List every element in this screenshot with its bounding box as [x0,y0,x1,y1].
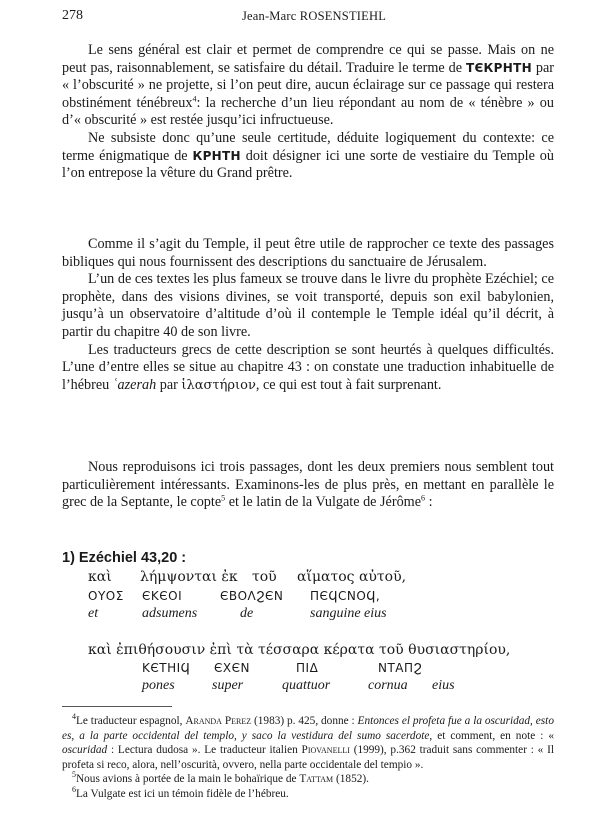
greek-word: αἵματος αὐτοῦ, [297,569,407,585]
latin-word: et [88,606,99,621]
coptic-word: ΟΥΟΣ [88,589,124,603]
footnote-rule [62,706,172,707]
latin-word: eius [432,678,455,693]
text-block-1 [62,42,554,183]
verse-2-greek-line: καὶ ἐπιθήσουσιν ἐπὶ τὰ τέσσαρα κέρατα τοῦ θυσιαστηρίου, [88,642,511,658]
paragraph-3: Comme il s’agit du Temple, il peut être utile de rapprocher ce texte des passages bibliques qui nous fournissent des descriptions du sanctuaire de Jérusalem. [62,236,554,270]
greek-word: καὶ [88,569,112,585]
section-heading: 1) Ezéchiel 43,20 : [62,550,187,566]
running-header [62,8,566,28]
latin-word: quattuor [282,678,331,693]
footnotes [62,714,554,802]
latin-word: de [240,606,254,621]
greek-word: λήμψονται ἐκ [140,569,238,585]
footnote-ref: 4 [192,94,197,104]
greek-word: τοῦ [252,569,277,585]
greek-term: ἱλαστήριον [181,377,256,393]
paragraph-1: Le sens général est clair et permet de comprendre ce qui se passe. Mais on ne peut pas, raisonnablement, se satisfaire du détail. Traduire le terme de ТЄКРНТН par « l’obscurité » ne projette, si l’on peut dire, aucun éclairage sur ce passage qui restera obstinément ténébreux$^4$: la recherche d’un lieu répondant au nom de « ténèbre » ou d’« obscurité » est restée jusqu’ici infructueuse. [62,42,554,129]
coptic-word: ЄΒΟΛϨЄΝ [220,589,284,603]
paragraph-5: Les traducteurs grecs de cette description se sont heurtés à quelques difficultés. L’une d’entre elles se situe au chapitre 43 : on constate une traduction inhabituelle de l’hébreu ʿazerah par ἱλαστήριον, ce qui est tout à fait surprenant. [62,341,554,393]
latin-word: adsumens [142,606,198,621]
running-head-author: Jean-Marc ROSENSTIEHL [241,9,387,23]
coptic-word: ТЄКРНТН [465,60,532,75]
latin-word: pones [142,678,175,693]
latin-word: super [212,678,244,693]
coptic-word: ΠΙΔ [296,661,319,675]
coptic-word: ΚЄΤΗΙϤ [142,661,191,675]
page-number: 278 [62,8,83,23]
coptic-word: ЄΚЄΟΙ [142,589,183,603]
latin-word: cornua [368,678,408,693]
paragraph-4: L’un de ces textes les plus fameux se trouve dans le livre du prophète Ezéchiel; ce prophète, dans des visions divines, se voit transporté, depuis son exil babylonien, jusqu’à un observatoire d’altitude d’où il contemple le Temple idéal qu’il décrit, à partir du chapitre 40 de son livre. [62,271,554,340]
paragraph-2: Ne subsiste donc qu’une seule certitude, déduite logiquement du contexte: ce terme énigmatique de КРНТН doit désigner ici une sorte de vestiaire du Temple où l’on entrepose la vêture du Grand prêtre. [62,129,554,182]
text-block-2 [62,236,554,394]
coptic-word: ЄΧЄΝ [214,661,250,675]
coptic-word: ΝΤΑΠϨ [378,661,423,675]
footnote-ref: 5 [221,493,226,503]
footnote-6: $^6$La Vulgate est ici un témoin fidèle de l’hébreu. [72,785,289,800]
latin-word: sanguine eius [310,606,387,621]
hebrew-term: ʿazerah [112,376,157,393]
footnote-4: $^4$Le traducteur espagnol, Aranda Perez (1983) p. 425, donne : Entonces el profeta fue a la oscuridad, esto es, a la parte occidental del templo, y saco la vestidura del sumo sacerdote, et comment, en note : « oscuridad : Lectura dudosa ». Le traducteur italien Piovanelli (1999), p.362 traduit sans commenter : « Il profeta si reco, alora, nell’oscurità, ovvero, nella parte occidentale del tempio ». [62,712,555,771]
coptic-word: ΠЄϤСΝΟϤ, [310,589,381,603]
coptic-word: КРНТН [192,148,241,163]
footnote-5: $^5$Nous avions à portée de la main le bohaïrique de Tattam (1852). [72,770,369,786]
text-block-3 [62,459,554,512]
paragraph-6: Nous reproduisons ici trois passages, dont les deux premiers nous semblent tout particulièrement intéressants. Examinons-les de plus près, en mettant en parallèle le grec de la Septante, le copte$^5$ et le latin de la Vulgate de Jérôme$^6$ : [62,459,554,511]
footnote-ref: 6 [421,493,426,503]
